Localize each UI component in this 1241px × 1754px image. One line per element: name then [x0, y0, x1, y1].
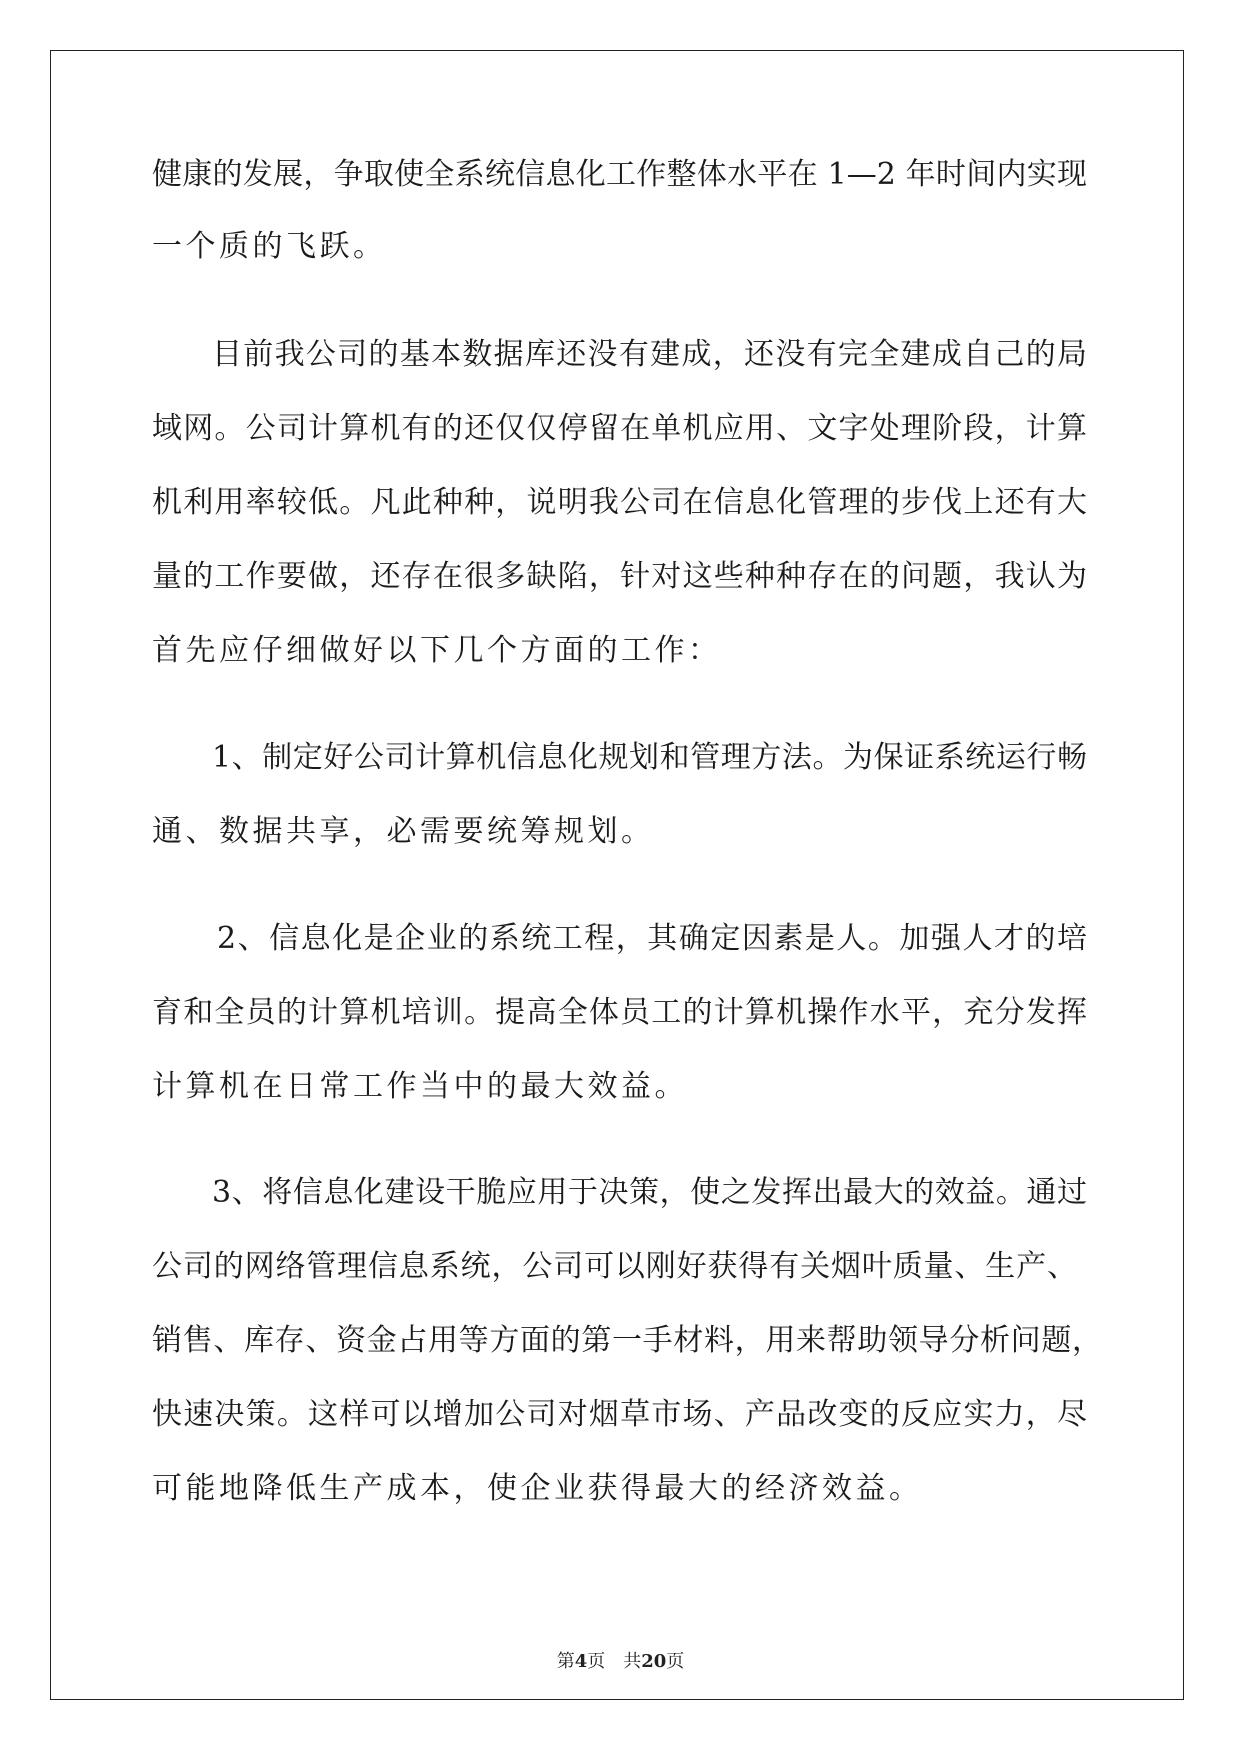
- total-page-count: 20: [641, 1651, 667, 1672]
- page-footer: [0, 1650, 1241, 1674]
- text-line: 健康的发展，争取使全系统信息化工作整体水平在 1—2 年时间内实现: [152, 157, 1087, 192]
- text-line: 快速决策。这样可以增加公司对烟草市场、产品改变的反应实力，尽: [152, 1397, 1087, 1432]
- footer-mid: 页 共: [587, 1651, 642, 1672]
- text-line: 首先应仔细做好以下几个方面的工作：: [152, 633, 722, 668]
- footer-prefix: 第: [556, 1651, 575, 1672]
- text-line: 通、数据共享，必需要统筹规划。: [152, 814, 655, 849]
- text-line: 销售、库存、资金占用等方面的第一手材料，用来帮助领导分析问题，: [152, 1323, 1102, 1358]
- page-border: [50, 50, 1184, 1700]
- text-line: 育和全员的计算机培训。提高全体员工的计算机操作水平，充分发挥: [152, 995, 1087, 1030]
- text-line: 机利用率较低。凡此种种，说明我公司在信息化管理的步伐上还有大: [152, 485, 1087, 520]
- text-line: 2、信息化是企业的系统工程，其确定因素是人。加强人才的培: [217, 921, 1087, 956]
- text-line: 计算机在日常工作当中的最大效益。: [152, 1069, 688, 1104]
- text-line: 一个质的飞跃。: [152, 229, 387, 264]
- text-line: 量的工作要做，还存在很多缺陷，针对这些种种存在的问题，我认为: [152, 559, 1087, 594]
- current-page-number: 4: [574, 1651, 588, 1672]
- text-line: 可能地降低生产成本，使企业获得最大的经济效益。: [152, 1471, 923, 1506]
- text-line: 1、制定好公司计算机信息化规划和管理方法。为保证系统运行畅: [212, 740, 1087, 775]
- text-line: 公司的网络管理信息系统，公司可以刚好获得有关烟叶质量、生产、: [152, 1249, 1077, 1284]
- text-line: 目前我公司的基本数据库还没有建成，还没有完全建成自己的局: [212, 337, 1087, 372]
- text-line: 域网。公司计算机有的还仅仅停留在单机应用、文字处理阶段，计算: [152, 411, 1087, 446]
- text-line: 3、将信息化建设干脆应用于决策，使之发挥出最大的效益。通过: [212, 1175, 1087, 1210]
- footer-suffix: 页: [666, 1651, 685, 1672]
